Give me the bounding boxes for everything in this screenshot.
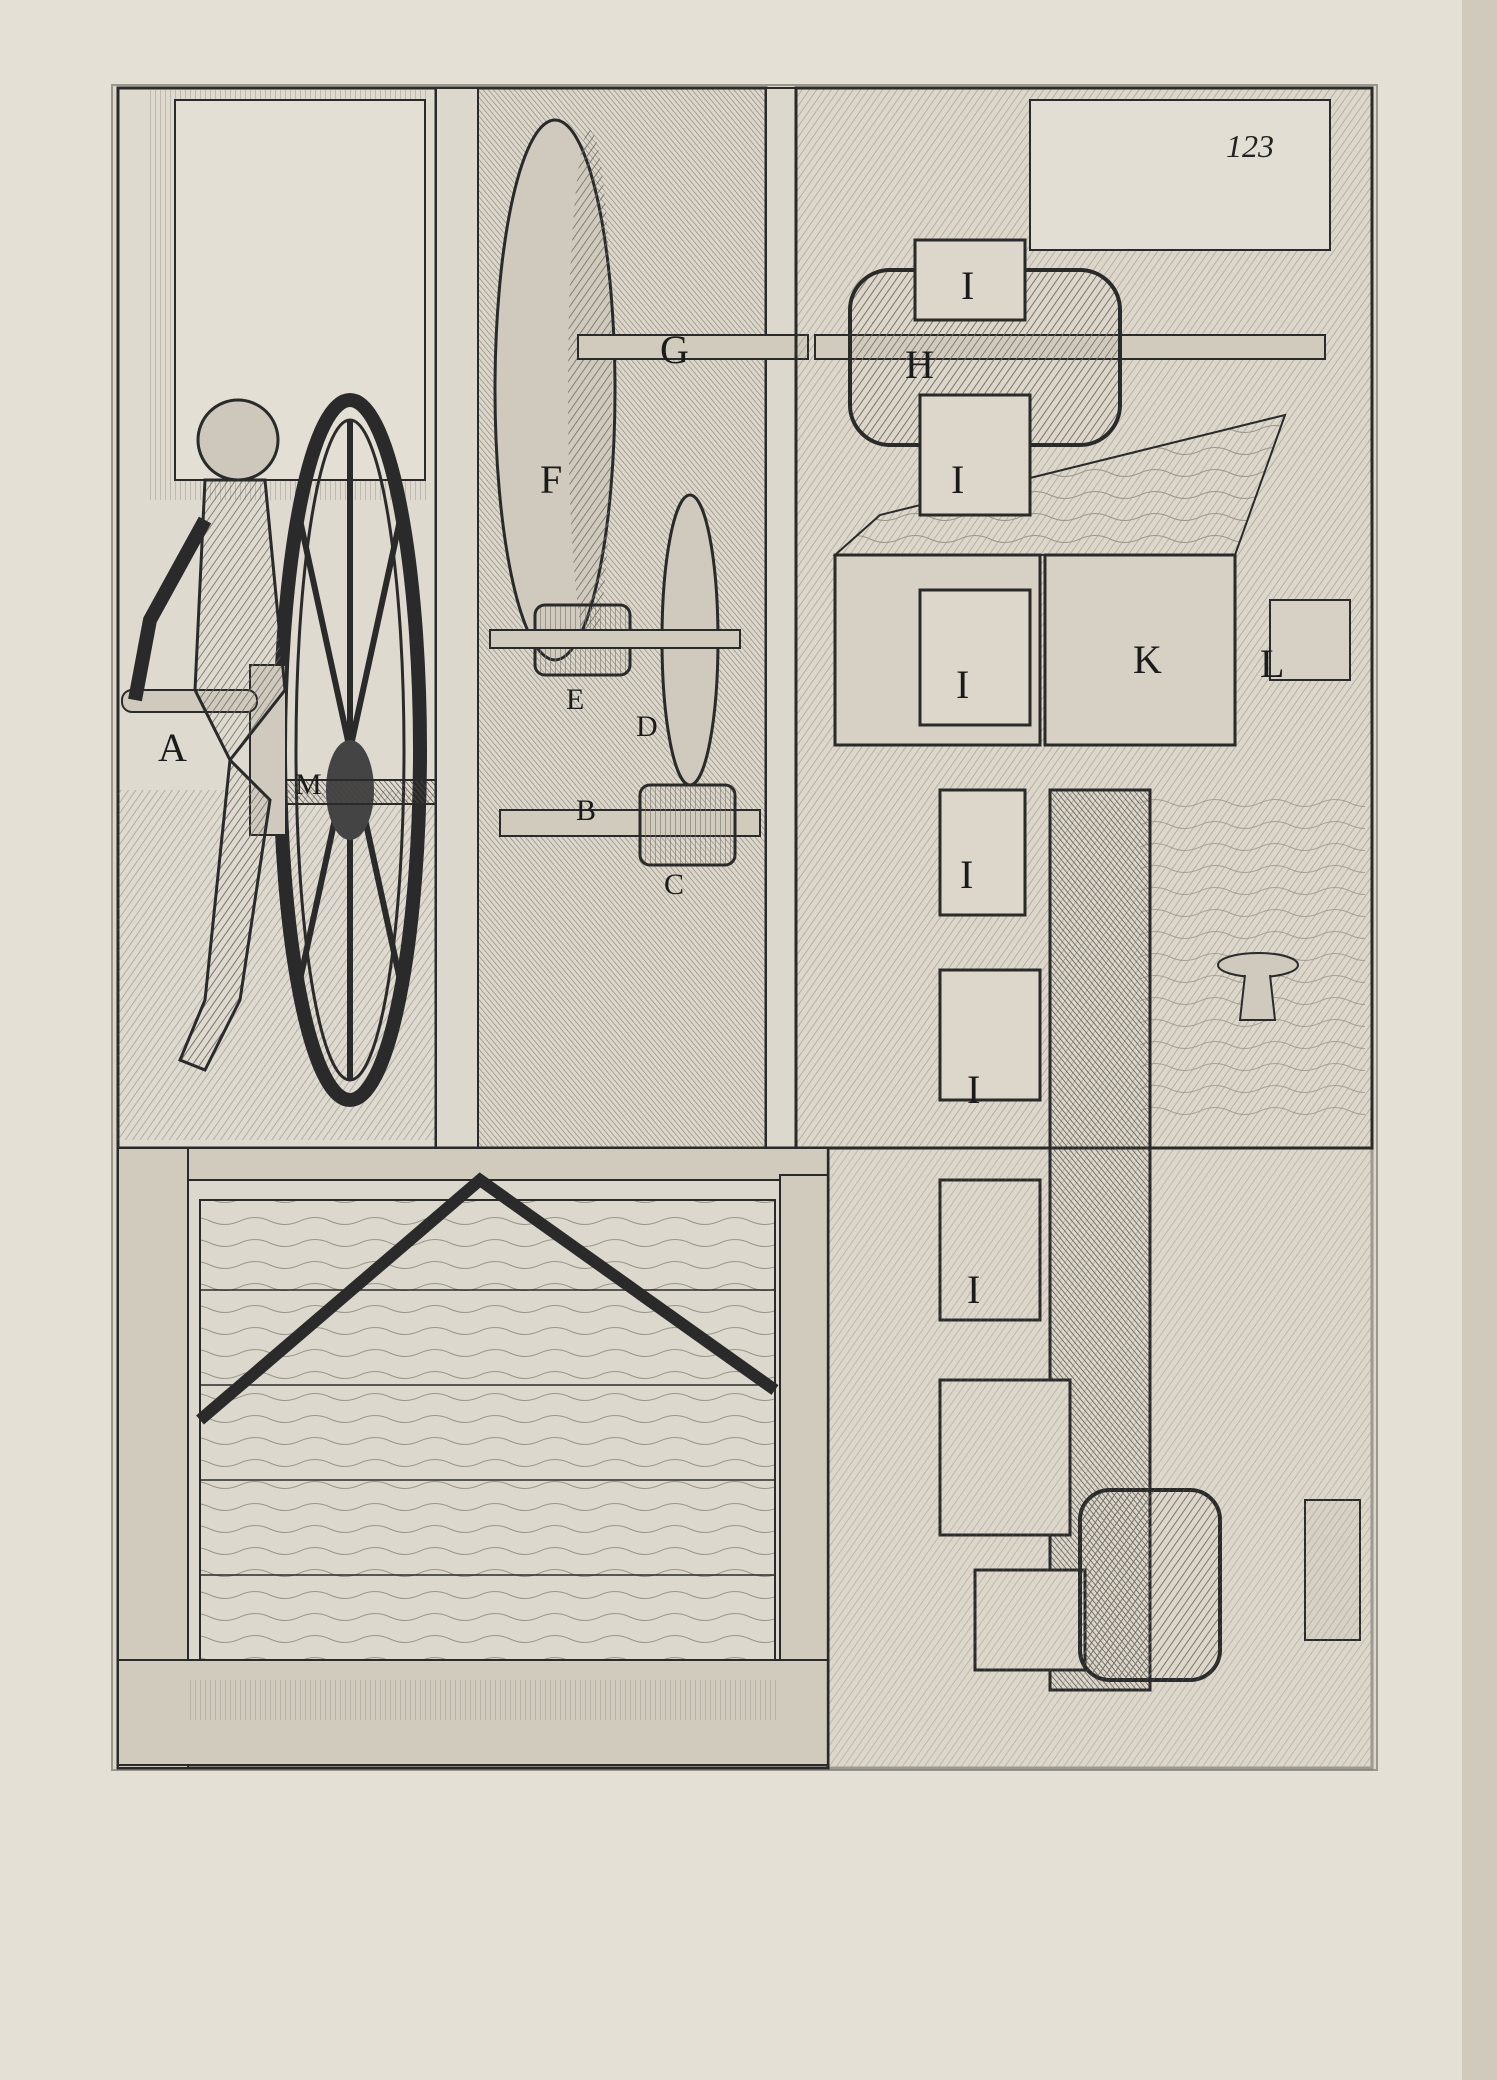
label-f: F (540, 457, 563, 502)
fountain-icon (1218, 953, 1298, 977)
lantern-pinion-c (640, 785, 735, 865)
label-i-2: I (951, 457, 965, 502)
left-panel (118, 88, 450, 1148)
page-edge (1462, 0, 1497, 2080)
label-l: L (1260, 641, 1285, 686)
label-i-1: I (961, 263, 975, 308)
label-i-3: I (956, 662, 970, 707)
label-b: B (576, 794, 597, 827)
label-i-5: I (967, 1067, 981, 1112)
label-a: A (158, 725, 187, 770)
label-k: K (1133, 637, 1162, 682)
label-g: G (660, 327, 689, 372)
cistern-icon (118, 1148, 828, 1768)
middle-panel (436, 88, 808, 1148)
label-i-4: I (960, 852, 974, 897)
label-c: C (664, 868, 685, 901)
label-i-6: I (967, 1267, 981, 1312)
label-h: H (905, 342, 934, 387)
label-d: D (636, 710, 658, 743)
page-number: 123 (1226, 128, 1274, 164)
gear-large-icon (495, 120, 615, 660)
label-e: E (566, 683, 585, 716)
label-m: M (295, 768, 322, 801)
